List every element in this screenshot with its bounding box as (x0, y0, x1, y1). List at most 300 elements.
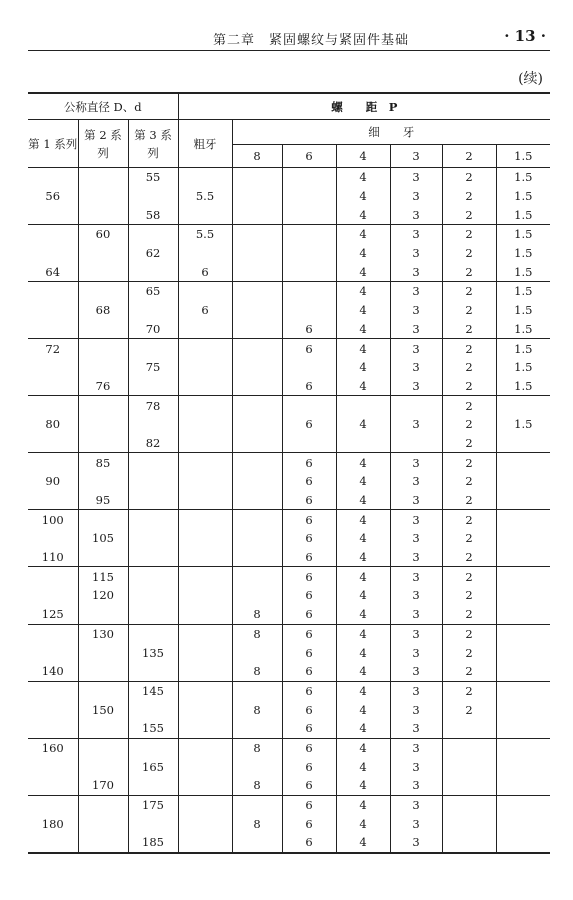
cell-fine-4: 4 (336, 700, 390, 719)
cell-series2: 85 (78, 453, 128, 472)
table-row (28, 814, 550, 833)
cell-fine-3: 3 (390, 738, 442, 757)
table-row (28, 301, 550, 320)
cell-fine-4: 4 (336, 738, 390, 757)
series2-header: 第 2 系列 (78, 120, 128, 168)
cell-series1 (28, 377, 78, 396)
cell-fine-4: 4 (336, 472, 390, 491)
cell-fine-8: 8 (232, 624, 282, 643)
cell-fine-3: 3 (390, 415, 442, 434)
cell-fine-2 (442, 738, 496, 757)
cell-series1 (28, 244, 78, 263)
cell-fine-1-5: 1.5 (496, 320, 550, 339)
cell-fine-6 (282, 301, 336, 320)
cell-fine-6: 6 (282, 662, 336, 681)
cell-fine-6: 6 (282, 529, 336, 548)
cell-fine-8 (232, 187, 282, 206)
cell-fine-4: 4 (336, 662, 390, 681)
cell-fine-4: 4 (336, 301, 390, 320)
cell-fine-3: 3 (390, 529, 442, 548)
cell-series2: 105 (78, 529, 128, 548)
cell-fine-3: 3 (390, 681, 442, 700)
series1-header: 第 1 系列 (28, 120, 78, 168)
cell-series2 (78, 339, 128, 358)
cell-fine-1-5 (496, 396, 550, 415)
cell-fine-1-5 (496, 662, 550, 681)
table-row (28, 738, 550, 757)
cell-series3: 78 (128, 396, 178, 415)
table-row (28, 320, 550, 339)
cell-fine-1-5 (496, 453, 550, 472)
cell-series3: 70 (128, 320, 178, 339)
cell-coarse (178, 738, 232, 757)
table-row (28, 605, 550, 624)
cell-fine-2: 2 (442, 434, 496, 453)
cell-fine-8 (232, 262, 282, 281)
cell-coarse (178, 282, 232, 301)
cell-fine-8 (232, 301, 282, 320)
cell-fine-3: 3 (390, 491, 442, 510)
cell-fine-8 (232, 225, 282, 244)
cell-fine-6 (282, 282, 336, 301)
cell-fine-2: 2 (442, 529, 496, 548)
cell-series1 (28, 320, 78, 339)
cell-series1: 140 (41, 664, 64, 679)
table-row (28, 491, 550, 510)
cell-series2 (78, 662, 128, 681)
cell-fine-2 (442, 814, 496, 833)
cell-series3 (128, 187, 178, 206)
cell-fine-4: 4 (336, 719, 390, 738)
cell-fine-8 (232, 567, 282, 586)
cell-fine-6: 6 (282, 643, 336, 662)
cell-coarse (178, 605, 232, 624)
cell-coarse (178, 396, 232, 415)
cell-series2 (78, 510, 128, 529)
cell-fine-1-5 (496, 529, 550, 548)
cell-fine-8 (232, 586, 282, 605)
cell-fine-1-5: 1.5 (496, 339, 550, 358)
cell-fine-1-5: 1.5 (496, 262, 550, 281)
cell-fine-6: 6 (282, 491, 336, 510)
cell-coarse (178, 586, 232, 605)
cell-series3 (128, 586, 178, 605)
cell-fine-6: 6 (282, 833, 336, 853)
cell-series3: 58 (128, 205, 178, 224)
cell-series2 (78, 168, 128, 187)
cell-fine-3: 3 (390, 244, 442, 263)
cell-coarse (178, 205, 232, 224)
cell-fine-4 (336, 396, 390, 415)
cell-coarse: 6 (178, 301, 232, 320)
cell-series3: 155 (128, 719, 178, 738)
cell-series3: 175 (128, 795, 178, 814)
fine-pitch-header-1-5: 1.5 (496, 145, 550, 168)
cell-series1 (28, 567, 78, 586)
cell-series1 (28, 529, 78, 548)
chapter-title: 第二章 紧固螺纹与紧固件基础 (213, 33, 410, 48)
cell-fine-3: 3 (390, 472, 442, 491)
cell-series1 (28, 301, 78, 320)
cell-fine-1-5: 1.5 (496, 168, 550, 187)
cell-fine-2: 2 (442, 415, 496, 434)
cell-series1 (28, 586, 78, 605)
cell-fine-3: 3 (390, 548, 442, 567)
cell-fine-8: 8 (232, 738, 282, 757)
cell-fine-6: 6 (282, 377, 336, 396)
cell-fine-1-5 (496, 605, 550, 624)
cell-fine-8 (232, 491, 282, 510)
cell-series3 (128, 453, 178, 472)
cell-fine-4: 4 (336, 510, 390, 529)
cell-series3 (128, 738, 178, 757)
cell-fine-1-5 (496, 586, 550, 605)
table-row (28, 776, 550, 795)
cell-series1: 90 (45, 474, 61, 489)
cell-fine-8: 8 (232, 776, 282, 795)
cell-series2 (78, 757, 128, 776)
cell-fine-2: 2 (442, 225, 496, 244)
cell-fine-8 (232, 548, 282, 567)
cell-series2 (78, 396, 128, 415)
table-row (28, 282, 550, 301)
cell-fine-2: 2 (442, 339, 496, 358)
cell-series1 (28, 205, 78, 224)
cell-series1: 100 (28, 510, 78, 529)
coarse-header: 粗牙 (178, 120, 232, 168)
cell-fine-4: 4 (336, 320, 390, 339)
cell-fine-8 (232, 510, 282, 529)
cell-coarse (178, 700, 232, 719)
cell-fine-1-5: 1.5 (496, 205, 550, 224)
cell-series2: 130 (78, 624, 128, 643)
table-row (28, 472, 550, 491)
table-row (28, 339, 550, 358)
cell-coarse (178, 757, 232, 776)
cell-series2: 150 (78, 700, 128, 719)
cell-fine-3 (390, 434, 442, 453)
cell-fine-2: 2 (442, 510, 496, 529)
cell-fine-4: 4 (336, 643, 390, 662)
cell-fine-1-5 (496, 567, 550, 586)
table-row (28, 434, 550, 453)
cell-fine-3: 3 (390, 776, 442, 795)
cell-fine-6: 6 (282, 472, 336, 491)
cell-coarse (178, 624, 232, 643)
table-row (28, 510, 550, 529)
cell-fine-4: 4 (336, 795, 390, 814)
cell-coarse (178, 833, 232, 853)
table-row (28, 700, 550, 719)
fine-pitch-header-3: 3 (390, 145, 442, 168)
cell-fine-2 (442, 795, 496, 814)
cell-fine-4: 4 (336, 415, 390, 434)
cell-coarse (178, 434, 232, 453)
cell-fine-8 (232, 282, 282, 301)
cell-series2 (78, 472, 128, 491)
cell-fine-4 (336, 434, 390, 453)
cell-series3: 65 (128, 282, 178, 301)
cell-series2 (78, 434, 128, 453)
cell-series3: 165 (128, 757, 178, 776)
cell-series1: 160 (28, 738, 78, 757)
cell-fine-3: 3 (390, 624, 442, 643)
cell-series1 (28, 624, 78, 643)
cell-coarse (178, 244, 232, 263)
cell-coarse (178, 358, 232, 377)
cell-fine-1-5: 1.5 (496, 244, 550, 263)
cell-fine-3: 3 (390, 605, 442, 624)
cell-series3 (128, 605, 178, 624)
cell-fine-4: 4 (336, 548, 390, 567)
cell-fine-6: 6 (282, 567, 336, 586)
cell-fine-8 (232, 453, 282, 472)
cell-fine-4: 4 (336, 377, 390, 396)
cell-fine-3: 3 (390, 586, 442, 605)
cell-series2: 68 (78, 301, 128, 320)
cell-fine-6: 6 (282, 339, 336, 358)
cell-series2 (78, 643, 128, 662)
cell-fine-4: 4 (336, 776, 390, 795)
cell-fine-4: 4 (336, 833, 390, 853)
cell-coarse (178, 415, 232, 434)
cell-fine-4: 4 (336, 624, 390, 643)
cell-coarse: 5.5 (178, 187, 232, 206)
cell-fine-3: 3 (390, 643, 442, 662)
cell-series3 (128, 491, 178, 510)
cell-fine-2: 2 (442, 605, 496, 624)
cell-fine-2 (442, 757, 496, 776)
cell-fine-6: 6 (282, 681, 336, 700)
cell-series1 (28, 776, 78, 795)
cell-series3 (128, 700, 178, 719)
cell-fine-1-5: 1.5 (496, 225, 550, 244)
cell-fine-2: 2 (442, 586, 496, 605)
cell-fine-2: 2 (442, 624, 496, 643)
table-row (28, 415, 550, 434)
cell-series1 (28, 396, 78, 415)
cell-coarse (178, 168, 232, 187)
cell-fine-3: 3 (390, 719, 442, 738)
table-row (28, 377, 550, 396)
cell-series3: 75 (128, 358, 178, 377)
cell-fine-4: 4 (336, 168, 390, 187)
cell-fine-1-5 (496, 491, 550, 510)
cell-series3 (128, 510, 178, 529)
cell-fine-2: 2 (442, 491, 496, 510)
cell-fine-4: 4 (336, 586, 390, 605)
cell-fine-6: 6 (282, 624, 336, 643)
cell-series3 (128, 339, 178, 358)
cell-fine-2: 2 (442, 662, 496, 681)
table-row (28, 719, 550, 738)
cell-series1 (28, 225, 78, 244)
cell-series3 (128, 225, 178, 244)
cell-fine-3: 3 (390, 282, 442, 301)
cell-series2 (78, 415, 128, 434)
cell-fine-2: 2 (442, 358, 496, 377)
cell-fine-6: 6 (282, 738, 336, 757)
cell-fine-2: 2 (442, 453, 496, 472)
cell-fine-3: 3 (390, 814, 442, 833)
cell-series2: 60 (78, 225, 128, 244)
table-row (28, 396, 550, 415)
cell-fine-2: 2 (442, 377, 496, 396)
cell-fine-8 (232, 205, 282, 224)
table-row (28, 833, 550, 853)
table-row (28, 586, 550, 605)
cell-fine-4: 4 (336, 358, 390, 377)
cell-series3 (128, 776, 178, 795)
cell-series1: 64 (45, 264, 61, 279)
cell-series2: 76 (78, 377, 128, 396)
cell-fine-1-5 (496, 643, 550, 662)
cell-series2 (78, 548, 128, 567)
cell-series1: 72 (28, 339, 78, 358)
cell-series3 (128, 529, 178, 548)
cell-fine-6: 6 (282, 320, 336, 339)
cell-fine-1-5 (496, 833, 550, 853)
cell-fine-8 (232, 529, 282, 548)
cell-fine-3 (390, 396, 442, 415)
table-row (28, 624, 550, 643)
cell-fine-3: 3 (390, 339, 442, 358)
cell-fine-1-5 (496, 814, 550, 833)
table-row (28, 168, 550, 187)
cell-series3 (128, 548, 178, 567)
cell-fine-8 (232, 396, 282, 415)
page-header (28, 26, 550, 50)
cell-coarse (178, 681, 232, 700)
cell-fine-3: 3 (390, 795, 442, 814)
cell-fine-2: 2 (442, 472, 496, 491)
cell-fine-8 (232, 472, 282, 491)
cell-coarse (178, 814, 232, 833)
cell-fine-1-5 (496, 738, 550, 757)
cell-fine-1-5 (496, 719, 550, 738)
cell-fine-1-5 (496, 681, 550, 700)
cell-fine-4: 4 (336, 244, 390, 263)
table-row (28, 795, 550, 814)
cell-coarse: 6 (178, 262, 232, 281)
cell-fine-8 (232, 795, 282, 814)
cell-coarse (178, 643, 232, 662)
cell-fine-1-5 (496, 624, 550, 643)
cell-fine-8 (232, 681, 282, 700)
cell-coarse (178, 320, 232, 339)
cell-series3: 82 (128, 434, 178, 453)
cell-fine-2: 2 (442, 262, 496, 281)
cell-fine-4: 4 (336, 605, 390, 624)
table-row (28, 681, 550, 700)
cell-series1: 110 (41, 550, 64, 565)
cell-fine-1-5: 1.5 (496, 187, 550, 206)
table-row (28, 548, 550, 567)
cell-fine-3: 3 (390, 320, 442, 339)
cell-fine-6 (282, 187, 336, 206)
cell-fine-8 (232, 415, 282, 434)
cell-coarse (178, 510, 232, 529)
cell-fine-8 (232, 168, 282, 187)
cell-series2 (78, 205, 128, 224)
table-row (28, 244, 550, 263)
table-row (28, 225, 550, 244)
cell-fine-4: 4 (336, 491, 390, 510)
cell-series2 (78, 358, 128, 377)
table-row (28, 358, 550, 377)
cell-coarse (178, 662, 232, 681)
cell-series3: 145 (128, 681, 178, 700)
table-row (28, 187, 550, 206)
cell-fine-4: 4 (336, 814, 390, 833)
cell-fine-8: 8 (232, 814, 282, 833)
cell-series1 (28, 643, 78, 662)
cell-series2 (78, 605, 128, 624)
cell-fine-2 (442, 833, 496, 853)
table-row (28, 567, 550, 586)
cell-fine-2 (442, 719, 496, 738)
cell-fine-2: 2 (442, 548, 496, 567)
cell-series2: 170 (78, 776, 128, 795)
cell-fine-8: 8 (232, 605, 282, 624)
cell-fine-3: 3 (390, 700, 442, 719)
cell-fine-4: 4 (336, 339, 390, 358)
cell-series1 (28, 358, 78, 377)
cell-series3 (128, 567, 178, 586)
cell-fine-6: 6 (282, 776, 336, 795)
cell-fine-3: 3 (390, 187, 442, 206)
cell-fine-4: 4 (336, 681, 390, 700)
series3-header: 第 3 系列 (128, 120, 178, 168)
cell-series2: 95 (78, 491, 128, 510)
cell-series3: 135 (128, 643, 178, 662)
table-row (28, 757, 550, 776)
cell-fine-2: 2 (442, 396, 496, 415)
cell-fine-2 (442, 776, 496, 795)
cell-fine-1-5 (496, 434, 550, 453)
cell-fine-6: 6 (282, 795, 336, 814)
cell-coarse (178, 472, 232, 491)
cell-fine-6: 6 (282, 605, 336, 624)
cell-series1 (28, 681, 78, 700)
cell-fine-6 (282, 244, 336, 263)
cell-series2 (78, 719, 128, 738)
cell-fine-1-5 (496, 510, 550, 529)
cell-coarse: 5.5 (178, 225, 232, 244)
cell-fine-2: 2 (442, 282, 496, 301)
cell-fine-3: 3 (390, 225, 442, 244)
cell-fine-2: 2 (442, 681, 496, 700)
cell-fine-2: 2 (442, 168, 496, 187)
fine-pitch-header-6: 6 (282, 145, 336, 168)
fine-pitch-header-8: 8 (232, 145, 282, 168)
header-rule (28, 50, 550, 51)
cell-fine-4: 4 (336, 453, 390, 472)
fine-pitch-header-2: 2 (442, 145, 496, 168)
cell-fine-4: 4 (336, 225, 390, 244)
cell-fine-4: 4 (336, 262, 390, 281)
cell-fine-8 (232, 833, 282, 853)
cell-series2: 120 (78, 586, 128, 605)
cell-fine-2: 2 (442, 700, 496, 719)
table-row (28, 262, 550, 281)
cell-coarse (178, 719, 232, 738)
table-row (28, 662, 550, 681)
cell-fine-6: 6 (282, 700, 336, 719)
cell-fine-3: 3 (390, 377, 442, 396)
cell-fine-2: 2 (442, 643, 496, 662)
cell-fine-1-5: 1.5 (496, 282, 550, 301)
